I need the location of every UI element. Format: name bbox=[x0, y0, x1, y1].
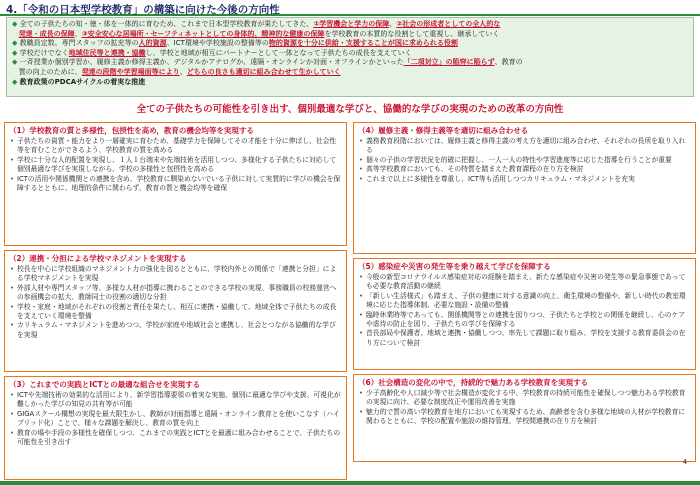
list-item: • 少子高齢化や人口減少等で社会構造が変化する中、学校教育の持続可能性を確保しつつ魅力ある学校教育の実現に向け、必要な制度改正や運用改善を実施 bbox=[358, 389, 691, 408]
section-box-3 bbox=[4, 376, 347, 480]
footer-bar bbox=[0, 481, 700, 485]
list-item: • 今般の新型コロナウイルス感染症対応の経験を踏まえ、新たな感染症や災害の発生等の緊急事態であっても必要な教育活動の継続 bbox=[358, 273, 691, 292]
section-title: （6）社会構造の変化の中で，持続的で魅力ある学校教育を実現する bbox=[358, 378, 589, 387]
list-item: • ICTや先端技術の効果的な活用により、新学習指導要領の着実な実施、個別に最適な学びや支援、可視化が難しかった学びの知見の共有等が可能 bbox=[9, 391, 342, 410]
list-item: • 臨時休業時等であっても、関係機関等との連携を図りつつ、子供たちと学校との関係を継続し、心のケアや虐待の防止を図り、子供たちの学びを保障する bbox=[358, 311, 691, 330]
section-title: （5）感染症や災害の発生等を乗り越えて学びを保障する bbox=[358, 262, 551, 271]
list-item: • 高等学校教育においても、その特質を踏まえた教育課程の在り方を検討 bbox=[358, 165, 691, 174]
section-title: （2）連携・分担による学校マネジメントを実現する bbox=[9, 254, 187, 263]
section-box-4 bbox=[353, 122, 696, 254]
summary-line: ◆ 一斉授業か個別学習か、履修主義か修得主義か、デジタルかアナログか、遠隔・オンラインか対面・オフラインかといった「二項対立」の陥穽に陥らず、教育の bbox=[12, 58, 523, 67]
list-item: • 魅力的で質の高い学校教育を地方においても実現するため、高齢者を含む多様な地域の人材が学校教育に関わるとともに、学校の配置や施設の維持管理、学校間連携の在り方を検討 bbox=[358, 408, 691, 427]
list-item: • これまで以上に多様性を尊重し、ICT等も活用しつつカリキュラム・マネジメントを充実 bbox=[358, 175, 691, 184]
section-title: （4）履修主義・修得主義等を適切に組み合わせる bbox=[358, 126, 529, 135]
list-item: • 首長部局や保護者、地域と連携・協働しつつ、率先して課題に取り組み、学校を支援する教育委員会の在り方について検討 bbox=[358, 329, 691, 348]
list-item: • GIGAスクール構想の実現を最大限生かし、教師が対面指導と遠隔・オンライン教育とを使いこなす（ハイブリッド化）ことで、様々な課題を解決し、教育の質を向上 bbox=[9, 410, 342, 429]
list-item: • 義務教育段階においては、履修主義と修得主義の考え方を適切に組み合わせ、それぞれの長所を取り入れる bbox=[358, 137, 691, 156]
section-box-2 bbox=[4, 250, 347, 372]
summary-line: 質の向上のために、発達の段階や学習場面等により、どちらの良さも適切に組み合わせて生かしていく bbox=[18, 67, 341, 76]
list-item: • 学校に十分な人的配置を実現し、１人１台端末や先端技術を活用しつつ、多様化する子供たちに対応して個別最適な学びを実現しながら、学校の多様性と包摂性を高める bbox=[9, 156, 342, 175]
direction-banner: 全ての子供たちの可能性を引き出す、個別最適な学びと、協働的な学びの実現のための改革の方向性 bbox=[136, 104, 564, 115]
section-title: （1）学校教育の質と多様性，包摂性を高め，教育の機会均等を実現する bbox=[9, 126, 254, 135]
section-box-6 bbox=[353, 374, 696, 462]
list-item: • 学校・家庭・地域がそれぞれの役割と責任を果たし、相互に連携・協働して、地域全体で子供たちの成長を支えていく環境を整備 bbox=[9, 303, 342, 322]
list-item: • 教育の場や手段の多様性を確保しつつ、これまでの実践とICTとを最適に組み合わせることで、子供たちの可能性を引き出す bbox=[9, 429, 342, 448]
summary-line: 発達・成長の保障、③安全安心な居場所・セーフティネットとしての身体的、精神的な健康の保障を学校教育の本質的な役割として重視し、継承していく bbox=[18, 29, 500, 38]
list-item: • 子供たちの資質・能力をより一層確実に育むため、基礎学力を保障してその才能を十分に伸ばし、社会性等を育むことができるよう、学校教育の質を高める bbox=[9, 137, 342, 156]
list-item: • 外部人材や専門スタッフ等、多様な人材が指導に携わることのできる学校の実現、事務職員の校務運営への参画機会の拡大、教師同士の役割の適切な分担 bbox=[9, 284, 342, 303]
summary-panel bbox=[6, 17, 694, 97]
section-box-5 bbox=[353, 258, 696, 370]
summary-line: ◆ 学校だけでなく地域住民等と連携・協働し、学校と地域が相互にパートナーとして一体となって子供たちの成長を支えていく bbox=[12, 48, 412, 57]
summary-line: ◆ 教職員定数、専門スタッフの拡充等の人的資源、ICT環境や学校施設の整備等の物的資源を十分に供給・支援することが国に求められる役割 bbox=[12, 39, 458, 48]
list-item: • 校長を中心に学校組織のマネジメント力の強化を図るとともに、学校内外との関係で「連携と分担」による学校マネジメントを実現 bbox=[9, 265, 342, 284]
page-title: 4.「令和の日本型学校教育」の構築に向けた今後の方向性 bbox=[0, 0, 700, 16]
list-item: • 個々の子供の学習状況を的確に把握し、一人一人の特性や学習進度等に応じた指導を行うことが重要 bbox=[358, 156, 691, 165]
list-item: • ICTの活用や関係機関との連携を含め、学校教育に馴染めないでいる子供に対して実質的に学びの機会を保障するとともに、地理的条件に関わらず、教育の質と機会均等を確保 bbox=[9, 175, 342, 194]
right-column bbox=[353, 122, 696, 462]
page-number: 4 bbox=[682, 458, 688, 466]
list-item: • 「新しい生活様式」も踏まえ、子供の健康に対する意識の向上、衛生環境の整備や、新しい時代の教室環境に応じた指導体制、必要な施設・設備の整備 bbox=[358, 292, 691, 311]
section-box-1 bbox=[4, 122, 347, 246]
section-title: （3）これまでの実践とICTとの最適な組合せを実現する bbox=[9, 380, 201, 389]
left-column bbox=[4, 122, 347, 480]
summary-line: ◆ 教育政策のPDCAサイクルの着実な推進 bbox=[12, 77, 146, 86]
list-item: • カリキュラム・マネジメントを進めつつ、学校が家庭や地域社会と連携し、社会とつながる協働的な学びを実現 bbox=[9, 321, 342, 340]
summary-line: ◆ 全ての子供たちの知・徳・体を一体的に育むため、これまで日本型学校教育が果たしてきた、①学習機会と学力の保障、②社会の形成者としての全人的な bbox=[12, 20, 501, 28]
